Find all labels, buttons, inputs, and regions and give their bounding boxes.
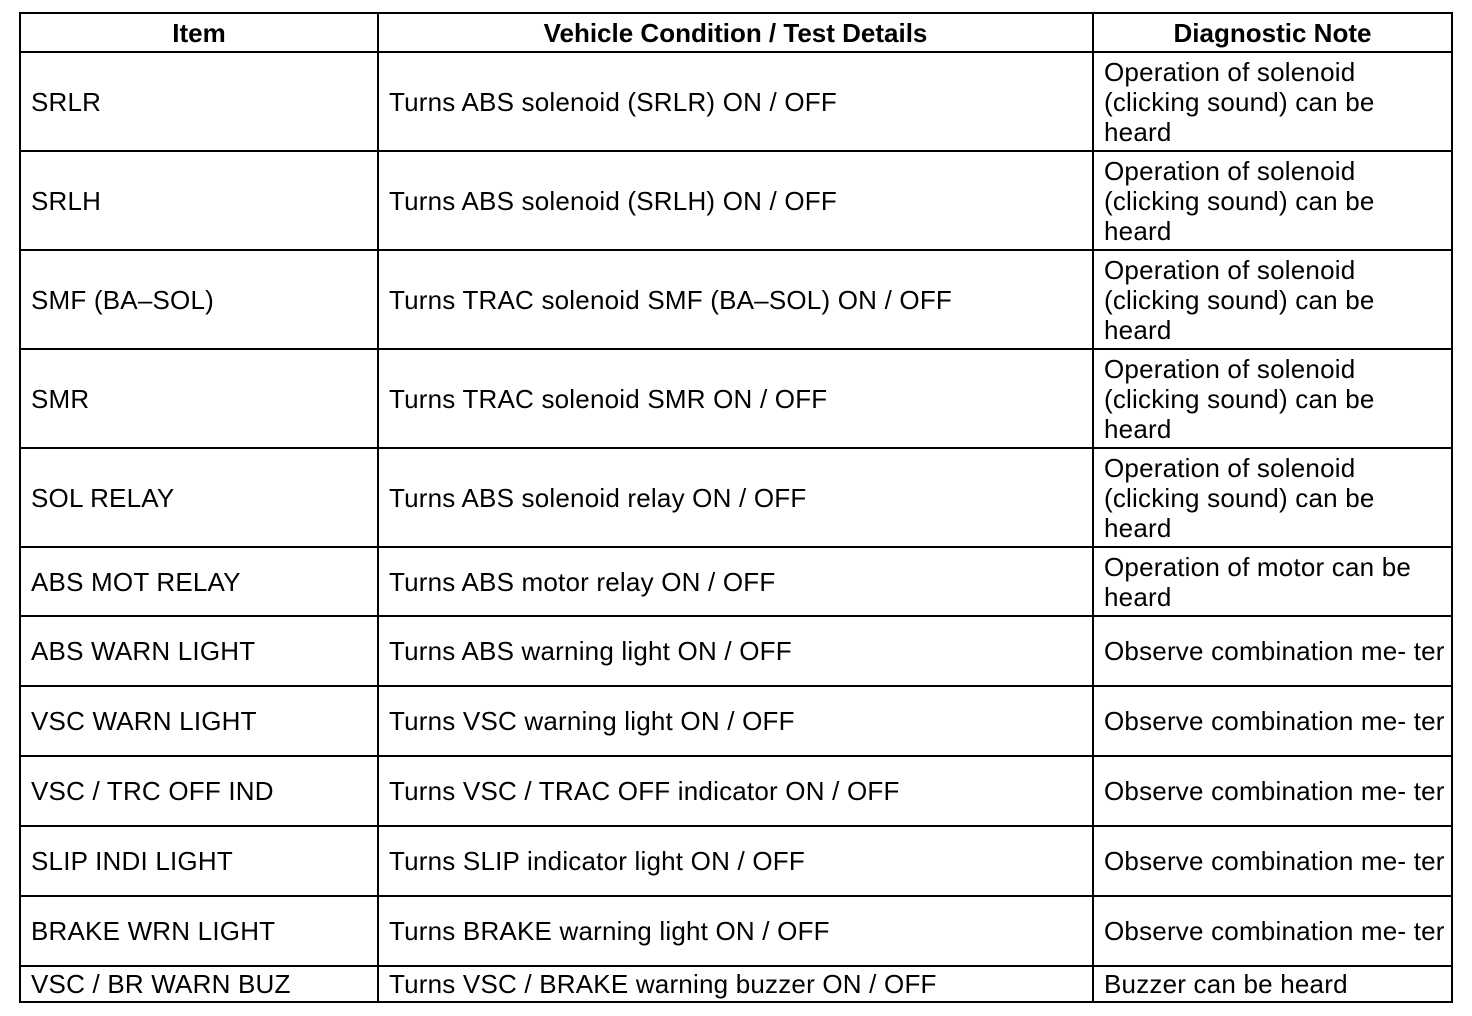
table-row bbox=[20, 448, 1452, 547]
details-cell: Turns VSC warning light ON / OFF bbox=[378, 686, 1093, 756]
table-row bbox=[20, 826, 1452, 896]
note-cell: Operation of motor can be heard bbox=[1093, 547, 1452, 616]
note-cell: Operation of solenoid (clicking sound) can be heard bbox=[1093, 52, 1452, 151]
note-cell: Operation of solenoid (clicking sound) can be heard bbox=[1093, 250, 1452, 349]
table-row bbox=[20, 616, 1452, 686]
details-cell: Turns ABS solenoid (SRLH) ON / OFF bbox=[378, 151, 1093, 250]
table-row bbox=[20, 151, 1452, 250]
note-cell: Observe combination me- ter bbox=[1093, 616, 1452, 686]
item-cell: ABS MOT RELAY bbox=[20, 547, 378, 616]
note-cell: Observe combination me- ter bbox=[1093, 686, 1452, 756]
note-cell: Observe combination me- ter bbox=[1093, 826, 1452, 896]
table-row bbox=[20, 250, 1452, 349]
item-cell: VSC / BR WARN BUZ bbox=[20, 966, 378, 1002]
details-cell: Turns ABS solenoid relay ON / OFF bbox=[378, 448, 1093, 547]
item-cell: SLIP INDI LIGHT bbox=[20, 826, 378, 896]
item-cell: SRLR bbox=[20, 52, 378, 151]
header-item: Item bbox=[20, 13, 378, 52]
details-cell: Turns TRAC solenoid SMF (BA–SOL) ON / OFF bbox=[378, 250, 1093, 349]
details-cell: Turns ABS solenoid (SRLR) ON / OFF bbox=[378, 52, 1093, 151]
details-cell: Turns TRAC solenoid SMR ON / OFF bbox=[378, 349, 1093, 448]
item-cell: SRLH bbox=[20, 151, 378, 250]
note-cell: Operation of solenoid (clicking sound) can be heard bbox=[1093, 448, 1452, 547]
item-cell: VSC / TRC OFF IND bbox=[20, 756, 378, 826]
details-cell: Turns VSC / TRAC OFF indicator ON / OFF bbox=[378, 756, 1093, 826]
table-row bbox=[20, 966, 1452, 1002]
item-cell: ABS WARN LIGHT bbox=[20, 616, 378, 686]
item-cell: SMR bbox=[20, 349, 378, 448]
header-diagnostic-note: Diagnostic Note bbox=[1093, 13, 1452, 52]
table-row bbox=[20, 547, 1452, 616]
item-cell: SMF (BA–SOL) bbox=[20, 250, 378, 349]
note-cell: Operation of solenoid (clicking sound) can be heard bbox=[1093, 151, 1452, 250]
note-cell: Operation of solenoid (clicking sound) can be heard bbox=[1093, 349, 1452, 448]
table-header-row bbox=[20, 13, 1452, 52]
table-row bbox=[20, 349, 1452, 448]
table-row bbox=[20, 52, 1452, 151]
table-row bbox=[20, 686, 1452, 756]
item-cell: BRAKE WRN LIGHT bbox=[20, 896, 378, 966]
note-cell: Observe combination me- ter bbox=[1093, 896, 1452, 966]
details-cell: Turns VSC / BRAKE warning buzzer ON / OFF bbox=[378, 966, 1093, 1002]
details-cell: Turns ABS warning light ON / OFF bbox=[378, 616, 1093, 686]
details-cell: Turns ABS motor relay ON / OFF bbox=[378, 547, 1093, 616]
note-cell: Buzzer can be heard bbox=[1093, 966, 1452, 1002]
item-cell: VSC WARN LIGHT bbox=[20, 686, 378, 756]
details-cell: Turns BRAKE warning light ON / OFF bbox=[378, 896, 1093, 966]
table-row bbox=[20, 756, 1452, 826]
header-test-details: Vehicle Condition / Test Details bbox=[378, 13, 1093, 52]
item-cell: SOL RELAY bbox=[20, 448, 378, 547]
details-cell: Turns SLIP indicator light ON / OFF bbox=[378, 826, 1093, 896]
diagnostic-table bbox=[19, 12, 1453, 1003]
note-cell: Observe combination me- ter bbox=[1093, 756, 1452, 826]
table-row bbox=[20, 896, 1452, 966]
